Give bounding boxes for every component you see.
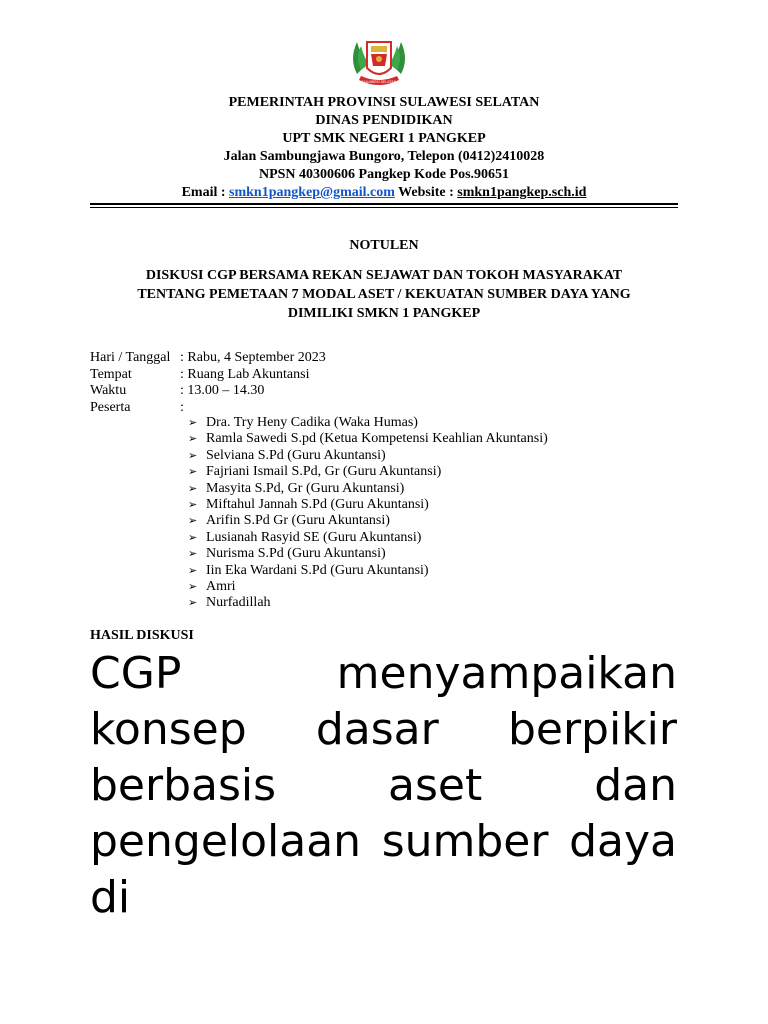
arrowhead-bullet-icon: ➢	[188, 481, 198, 495]
arrowhead-bullet-icon: ➢	[188, 580, 198, 594]
info-row-date	[90, 350, 326, 367]
participant-name: Selviana S.Pd (Guru Akuntansi)	[206, 447, 386, 463]
list-item	[188, 415, 548, 431]
list-item	[188, 579, 548, 595]
info-row-time	[90, 383, 326, 400]
participant-name: Nurisma S.Pd (Guru Akuntansi)	[206, 546, 386, 562]
arrowhead-bullet-icon: ➢	[188, 530, 198, 544]
website-link[interactable]: smkn1pangkep.sch.id	[457, 185, 587, 200]
subtitle-line: TENTANG PEMETAAN 7 MODAL ASET / KEKUATAN SUMBER DAYA YANG	[137, 287, 631, 302]
participant-name: Fajriani Ismail S.Pd, Gr (Guru Akuntansi)	[206, 464, 442, 480]
list-item	[188, 481, 548, 497]
info-row-participants	[90, 400, 326, 417]
list-item	[188, 448, 548, 464]
arrowhead-bullet-icon: ➢	[188, 465, 198, 479]
list-item	[188, 464, 548, 480]
list-item	[188, 513, 548, 529]
list-item	[188, 546, 548, 562]
contact-line	[90, 184, 678, 202]
info-row-place	[90, 367, 326, 384]
info-value: : Ruang Lab Akuntansi	[180, 366, 310, 382]
arrowhead-bullet-icon: ➢	[188, 547, 198, 561]
address-line: Jalan Sambungjawa Bungoro, Telepon (0412)2410028	[223, 149, 545, 164]
info-label: Waktu	[90, 383, 127, 398]
doc-title: NOTULEN	[349, 238, 419, 253]
list-item	[188, 530, 548, 546]
header-divider-thin	[90, 207, 678, 208]
provincial-emblem-icon	[347, 34, 411, 92]
email-label: Email :	[181, 185, 230, 200]
arrowhead-bullet-icon: ➢	[188, 498, 198, 512]
arrowhead-bullet-icon: ➢	[188, 514, 198, 528]
arrowhead-bullet-icon: ➢	[188, 596, 198, 610]
dept-line: DINAS PENDIDIKAN	[315, 113, 453, 128]
list-item	[188, 595, 548, 611]
gov-line: PEMERINTAH PROVINSI SULAWESI SELATAN	[228, 95, 540, 110]
subtitle-line: DIMILIKI SMKN 1 PANGKEP	[287, 306, 481, 321]
email-link[interactable]: smkn1pangkep@gmail.com	[229, 185, 395, 200]
info-value: : 13.00 – 14.30	[180, 383, 265, 398]
participant-name: Arifin S.Pd Gr (Guru Akuntansi)	[206, 513, 390, 529]
info-label: Tempat	[90, 366, 132, 382]
info-value: : Rabu, 4 September 2023	[180, 350, 326, 365]
letterhead	[90, 94, 678, 202]
list-item	[188, 497, 548, 513]
arrowhead-bullet-icon: ➢	[188, 432, 198, 446]
npsn-line: NPSN 40300606 Pangkep Kode Pos.90651	[258, 167, 510, 182]
list-item	[188, 563, 548, 579]
list-item	[188, 431, 548, 447]
website-label: Website :	[394, 185, 458, 200]
arrowhead-bullet-icon: ➢	[188, 448, 198, 462]
participant-list	[188, 415, 548, 612]
subtitle-line: DISKUSI CGP BERSAMA REKAN SEJAWAT DAN TOKOH MASYARAKAT	[145, 268, 623, 283]
participant-name: Lusianah Rasyid SE (Guru Akuntansi)	[206, 529, 422, 545]
participant-name: Dra. Try Heny Cadika (Waka Humas)	[206, 415, 418, 430]
meeting-info	[90, 350, 326, 416]
participant-name: Amri	[206, 579, 236, 595]
result-heading: HASIL DISKUSI	[90, 628, 194, 643]
svg-text:SULAWESI SELATAN: SULAWESI SELATAN	[361, 80, 397, 84]
participant-name: Ramla Sawedi S.pd (Ketua Kompetensi Keahlian Akuntansi)	[206, 431, 548, 447]
school-line: UPT SMK NEGERI 1 PANGKEP	[282, 131, 486, 146]
arrowhead-bullet-icon: ➢	[188, 563, 198, 577]
info-label: Peserta	[90, 399, 131, 415]
participant-name: Iin Eka Wardani S.Pd (Guru Akuntansi)	[206, 562, 429, 578]
participant-name: Masyita S.Pd, Gr (Guru Akuntansi)	[206, 480, 405, 496]
arrowhead-bullet-icon: ➢	[188, 416, 198, 429]
info-label: Hari / Tanggal	[90, 350, 171, 365]
info-value: :	[180, 399, 184, 415]
header-divider-thick	[90, 203, 678, 205]
doc-subtitle	[90, 266, 678, 323]
result-text: CGP menyampaikan konsep dasar berpikir berbasis aset dan pengelolaan sumber daya di	[90, 648, 677, 923]
participant-name: Miftahul Jannah S.Pd (Guru Akuntansi)	[206, 497, 429, 513]
participant-name: Nurfadillah	[206, 595, 271, 611]
